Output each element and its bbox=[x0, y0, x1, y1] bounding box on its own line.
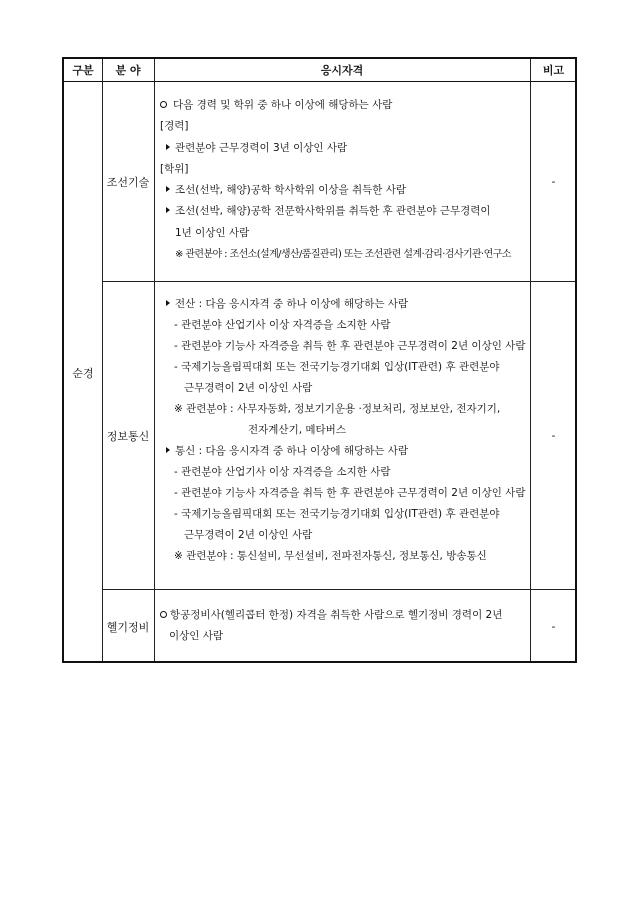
text-line: - 관련분야 산업기사 이상 자격증을 소지한 사람 bbox=[174, 466, 391, 478]
text-line: 조선(선박, 해양)공학 학사학위 이상을 취득한 사람 bbox=[160, 180, 511, 201]
triangle-bullet-icon bbox=[166, 186, 170, 192]
text-line: - 국제기능올림픽대회 또는 전국기능경기대회 입상(IT관련) 후 관련분야 bbox=[174, 508, 500, 520]
header-category: 구분 bbox=[72, 64, 94, 77]
header-qualification: 응시자격 bbox=[320, 64, 364, 77]
qualification-cell bbox=[160, 605, 502, 648]
triangle-bullet-icon bbox=[166, 207, 170, 213]
col-divider bbox=[154, 59, 155, 661]
text-line: 조선(선박, 해양)공학 전문학사학위를 취득한 후 관련분야 근무경력이 bbox=[160, 201, 511, 222]
field-cell: 헬기정비 bbox=[106, 620, 150, 634]
text-line: 전산 : 다음 응시자격 중 하나 이상에 해당하는 사람 bbox=[160, 294, 525, 315]
text-line: 관련분야 근무경력이 3년 이상인 사람 bbox=[160, 138, 511, 159]
category-cell: 순경 bbox=[72, 366, 94, 380]
circle-bullet-icon bbox=[160, 611, 167, 618]
text-line: 통신 : 다음 응시자격 중 하나 이상에 해당하는 사람 bbox=[160, 441, 525, 462]
text-line: - 관련분야 기능사 자격증을 취득 한 후 관련분야 근무경력이 2년 이상인 사람 bbox=[174, 487, 526, 499]
row-divider bbox=[102, 281, 575, 282]
text-line: 전자계산기, 메타버스 bbox=[248, 424, 346, 436]
text-line: 이상인 사람 bbox=[169, 630, 224, 643]
header-field: 분 야 bbox=[115, 64, 141, 77]
qualification-cell bbox=[160, 294, 525, 567]
field-cell: 정보통신 bbox=[106, 429, 150, 443]
text-line: - 관련분야 기능사 자격증을 취득 한 후 관련분야 근무경력이 2년 이상인 사람 bbox=[174, 340, 526, 352]
text-line: 근무경력이 2년 이상인 사람 bbox=[184, 382, 313, 394]
row-divider bbox=[102, 589, 575, 590]
text-line: 항공정비사(헬리콥터 한정) 자격을 취득한 사람으로 헬기정비 경력이 2년 bbox=[160, 605, 502, 626]
remark-cell: - bbox=[551, 429, 556, 442]
text-line: 근무경력이 2년 이상인 사람 bbox=[184, 529, 313, 541]
remark-cell: - bbox=[551, 620, 556, 633]
triangle-bullet-icon bbox=[166, 144, 170, 150]
text-line: ※ 관련분야 : 통신설비, 무선설비, 전파전자통신, 정보통신, 방송통신 bbox=[174, 550, 487, 562]
remark-cell: - bbox=[551, 175, 556, 188]
triangle-bullet-icon bbox=[166, 300, 170, 306]
text-line: 1년 이상인 사람 bbox=[175, 226, 250, 239]
text-line: - 관련분야 산업기사 이상 자격증을 소지한 사람 bbox=[174, 319, 391, 331]
qualification-table bbox=[62, 57, 577, 663]
text-line: [학위] bbox=[160, 162, 189, 175]
qualification-cell bbox=[160, 95, 511, 265]
text-line: 다음 경력 및 학위 중 하나 이상에 해당하는 사람 bbox=[160, 95, 511, 116]
circle-bullet-icon bbox=[160, 101, 167, 108]
text-line: [경력] bbox=[160, 120, 189, 133]
text-line: ※ 관련분야 : 사무자동화, 정보기기운용 ·정보처리, 정보보안, 전자기기, bbox=[174, 403, 501, 415]
header-remarks: 비고 bbox=[542, 64, 565, 77]
text-line: - 국제기능올림픽대회 또는 전국기능경기대회 입상(IT관련) 후 관련분야 bbox=[174, 361, 500, 373]
triangle-bullet-icon bbox=[166, 447, 170, 453]
field-cell: 조선기술 bbox=[106, 175, 150, 189]
text-line: ※ 관련분야 : 조선소(설계/생산/품질관리) 또는 조선관련 설계·감리·검사기관·연구소 bbox=[175, 249, 511, 261]
